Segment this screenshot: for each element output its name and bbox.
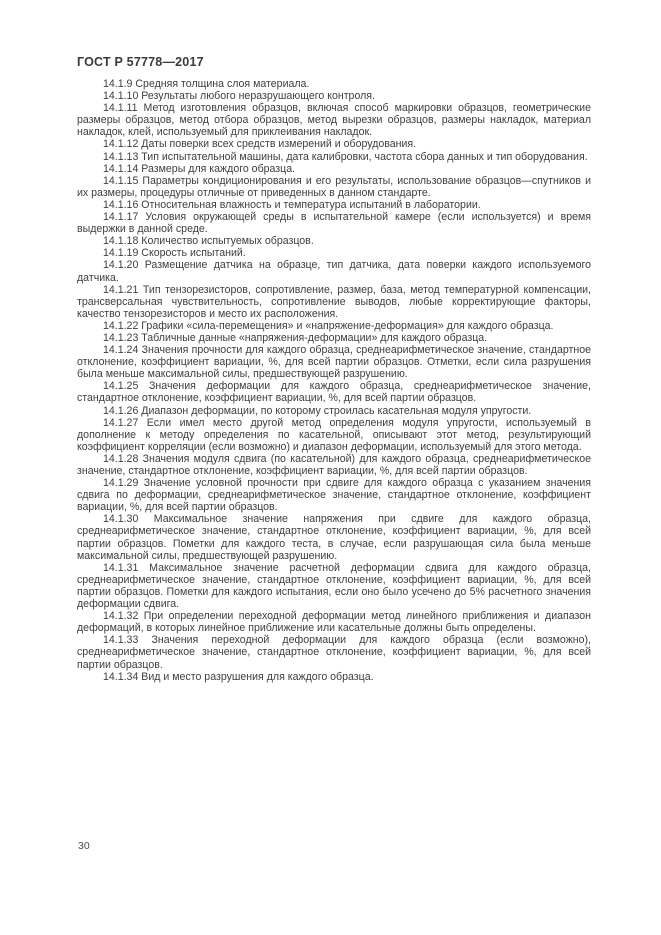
clause-paragraph: 14.1.12 Даты поверки всех средств измерений и оборудования. (103, 138, 417, 151)
clause-paragraph: 14.1.32 При определении переходной деформации метод линейного приближения и диапазон деформаций, в которых линейное приближение или касательные должны быть определены. (77, 610, 591, 635)
clause-paragraph: 14.1.14 Размеры для каждого образца. (103, 162, 296, 175)
clause-list (77, 78, 591, 683)
clause-paragraph: 14.1.18 Количество испытуемых образцов. (103, 235, 314, 248)
clause-paragraph: 14.1.20 Размещение датчика на образце, тип датчика, дата поверки каждого используемого датчика. (77, 259, 591, 284)
clause-paragraph: 14.1.24 Значения прочности для каждого образца, среднеарифметическое значение, стандартное отклонение, коэффициент вариации, %, для всей партии образцов. Отметки, если сила разрушения была меньше максимальной силы, предшествующей разрушению. (77, 344, 591, 381)
clause-paragraph: 14.1.30 Максимальное значение напряжения при сдвиге для каждого образца, среднеарифметическое значение, стандартное отклонение, коэффициент вариации, %, для всей партии образцов. Пометки для каждого теста, в случае, если разрушающая сила была меньше максимальной силы, предшествующей разрушению. (77, 513, 591, 562)
clause-paragraph: 14.1.23 Табличные данные «напряжения-деформации» для каждого образца. (103, 331, 488, 344)
clause-paragraph: 14.1.15 Параметры кондиционирования и его результаты, использование образцов—спутников и их размеры, процедуры отличные от приведенных в данном стандарте. (77, 174, 591, 199)
clause-paragraph: 14.1.13 Тип испытательной машины, дата калибровки, частота сбора данных и тип оборудования. (103, 150, 588, 163)
clause-paragraph: 14.1.26 Диапазон деформации, по которому строилась касательная модуля упругости. (103, 404, 532, 417)
clause-paragraph: 14.1.21 Тип тензорезисторов, сопротивление, размер, база, метод температурной компенсации, трансверсальная чувствительность, сопротивление выводов, любые корректирующие факторы, качество тензорезисторов и место их расположения. (77, 283, 591, 320)
clause-paragraph: 14.1.11 Метод изготовления образцов, включая способ маркировки образцов, геометрические размеры образцов, метод отбора образцов, метод вырезки образцов, размеры накладок, материал накладок, клей, используемый для приклеивания накладок. (77, 102, 591, 139)
clause-paragraph: 14.1.9 Средняя толщина слоя материала. (103, 78, 310, 90)
clause-paragraph: 14.1.17 Условия окружающей среды в испытательной камере (если используется) и время выдержки в данной среде. (77, 211, 591, 236)
clause-paragraph: 14.1.22 Графики «сила-перемещения» и «напряжение-деформация» для каждого образца. (103, 319, 554, 332)
clause-paragraph: 14.1.19 Скорость испытаний. (103, 247, 246, 260)
clause-paragraph: 14.1.34 Вид и место разрушения для каждого образца. (103, 670, 374, 683)
page-number: 30 (78, 840, 90, 852)
clause-paragraph: 14.1.10 Результаты любого неразрушающего контроля. (103, 90, 375, 103)
clause-paragraph: 14.1.31 Максимальное значение расчетной деформации сдвига для каждого образца, среднеарифметическое значение, стандартное отклонение, коэффициент вариации, %, для всей партии образцов. Пометки для каждого испытания, если оно было усечено до 5% расчетного значения деформации сдвига. (77, 561, 591, 611)
standard-designation-header: ГОСТ Р 57778—2017 (77, 55, 204, 69)
clause-paragraph: 14.1.25 Значения деформации для каждого образца, среднеарифметическое значение, стандартное отклонение, коэффициент вариации, %, для всей партии образцов. (77, 380, 591, 405)
clause-paragraph: 14.1.28 Значения модуля сдвига (по касательной) для каждого образца, среднеарифметическое значение, стандартное отклонение, коэффициент вариации, %, для всей партии образцов. (77, 452, 591, 477)
clause-paragraph: 14.1.33 Значения переходной деформации для каждого образца (если возможно), среднеарифметическое значение, стандартное отклонение, коэффициент вариации, %, для всей партии образцов. (77, 634, 591, 671)
clause-paragraph: 14.1.27 Если имел место другой метод определения модуля упругости, используемый в дополнение к методу определения по касательной, описывают этот метод, результирующий коэффициент корреляции (если возможно) и диапазон деформации, используемый для этого метода. (77, 416, 591, 453)
clause-paragraph: 14.1.29 Значение условной прочности при сдвиге для каждого образца с указанием значения сдвига по деформации, среднеарифметическое значение, стандартное отклонение, коэффициент вариации, %, для всей партии образцов. (77, 477, 591, 514)
clause-paragraph: 14.1.16 Относительная влажность и температура испытаний в лаборатории. (103, 198, 481, 211)
